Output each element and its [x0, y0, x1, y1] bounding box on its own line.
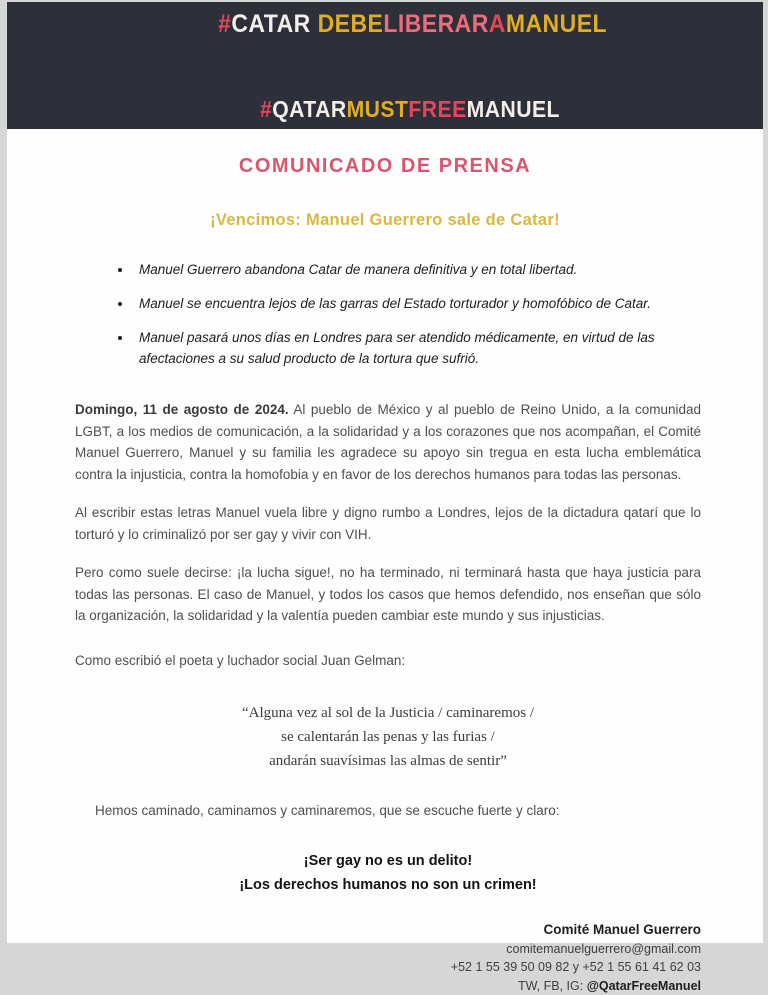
slogan-line: ¡Los derechos humanos no son un crimen! [75, 873, 701, 897]
paragraph-text: Al pueblo de México y al pueblo de Reino Unido, a la comunidad LGBT, a los medios de comunicación, a la solidaridad y a los corazones que nos acompañan, el Comité Manuel Guerrero, Manuel y su familia les agradece su apoyo sin tregua en esta lucha emblemática contra la injusticia, contra la homofobia y en favor de los derechos humanos para todas las personas. [75, 402, 701, 482]
quote-line: andarán suavísimas las almas de sentir” [75, 749, 701, 773]
poem-quote [75, 701, 701, 773]
banner-segment: QATAR [273, 96, 347, 122]
quote-intro: Como escribió el poeta y luchador social Juan Gelman: [75, 650, 701, 672]
page-subtitle: ¡Vencimos: Manuel Guerrero sale de Catar! [7, 211, 763, 230]
quote-line: se calentarán las penas y las furias / [75, 725, 701, 749]
banner-segment: CATAR [231, 10, 317, 38]
banner-segment: # [260, 96, 272, 122]
social-handle: @QatarFreeManuel [587, 979, 701, 993]
banner-segment: A [489, 10, 506, 38]
banner-segment: DEBE [317, 10, 383, 38]
paragraph: Pero como suele decirse: ¡la lucha sigue!, no ha terminado, ni terminará hasta que haya justicia para todas las personas. El caso de Manuel, y todos los casos que hemos defendido, nos enseñan que sólo la organización, la solidaridad y la valentía pueden cambiar este mundo y sus injusticias. [75, 562, 701, 627]
signature-block [75, 919, 701, 995]
banner-segment: MANUEL [467, 96, 560, 122]
list-item: • Manuel pasará unos días en Londres para ser atendido médicamente, en virtud de las afectaciones a su salud producto de la tortura que sufrió. [133, 327, 701, 369]
banner-segment: LIBERAR [383, 10, 488, 38]
quote-line: “Alguna vez al sol de la Justicia / caminaremos / [75, 701, 701, 725]
list-item: • Manuel se encuentra lejos de las garras del Estado torturador y homofóbico de Catar. [133, 293, 701, 314]
banner-segment: FREE [409, 96, 467, 122]
contact-email: comitemanuelguerrero@gmail.com [75, 940, 701, 959]
social-line [75, 977, 701, 995]
paragraph-dateline [75, 399, 701, 485]
paragraph: Al escribir estas letras Manuel vuela libre y digno rumbo a Londres, lejos de la dictadura qatarí que lo torturó y lo criminalizó por ser gay y vivir con VIH. [75, 502, 701, 545]
slogan-line: ¡Ser gay no es un delito! [75, 849, 701, 873]
banner-segment: # [218, 10, 231, 38]
banner-segment: MANUEL [506, 10, 607, 38]
slogans [75, 849, 701, 897]
committee-name: Comité Manuel Guerrero [75, 919, 701, 940]
campaign-banner [7, 2, 763, 129]
banner-segment: MUST [347, 96, 409, 122]
social-prefix: TW, FB, IG: [518, 979, 587, 993]
banner-hashtag-spanish [163, 0, 607, 62]
banner-hashtag-english [210, 75, 561, 144]
dateline: Domingo, 11 de agosto de 2024. [75, 402, 289, 417]
page-title: COMUNICADO DE PRENSA [7, 155, 763, 178]
contact-phones: +52 1 55 39 50 09 82 y +52 1 55 61 41 62 03 [75, 958, 701, 977]
highlights-list [75, 259, 701, 369]
list-item: • Manuel Guerrero abandona Catar de manera definitiva y en total libertad. [133, 259, 701, 280]
document-body [7, 259, 763, 995]
press-release-page [7, 2, 763, 943]
closing-line: Hemos caminado, caminamos y caminaremos, que se escuche fuerte y claro: [75, 800, 701, 822]
